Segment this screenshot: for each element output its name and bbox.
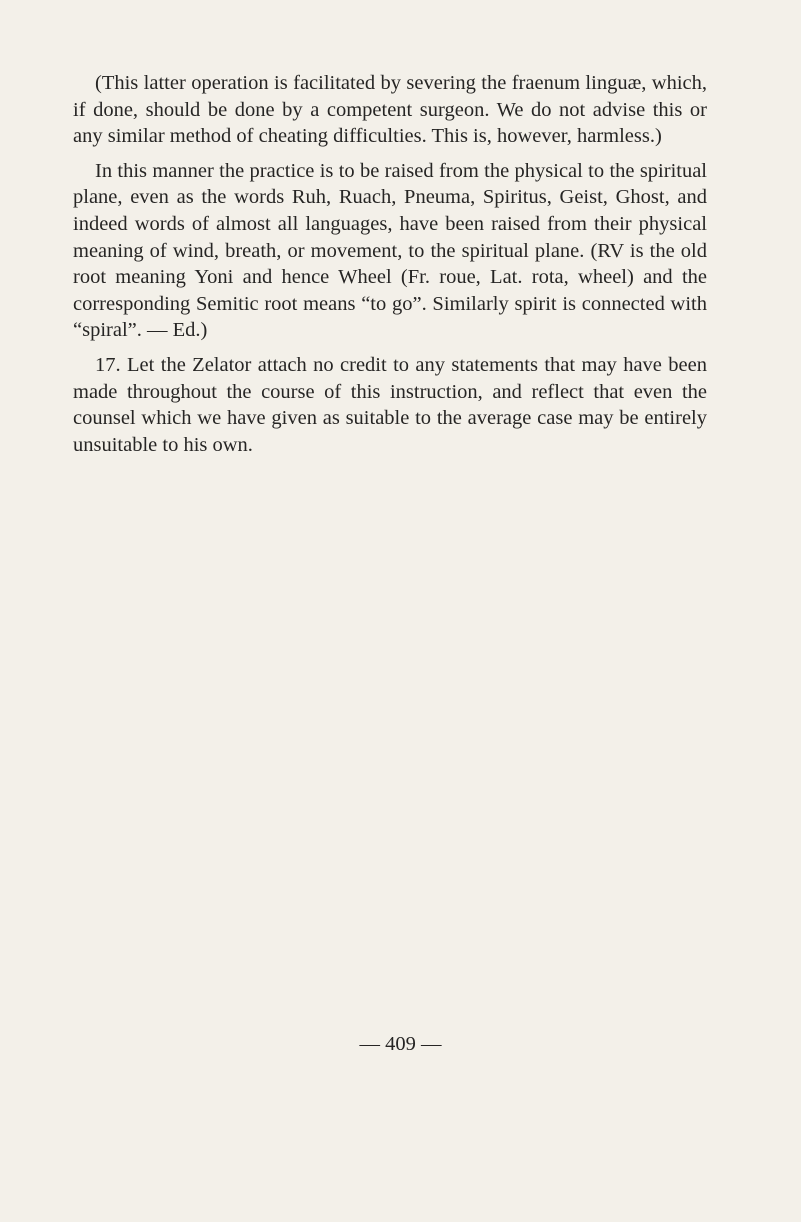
paragraph-spiritual-plane: In this manner the practice is to be raised from the physical to the spiritual plane, even as the words Ruh, Ruach, Pneuma, Spiritus, Geist, Ghost, and indeed words of almost all languages, have been raised from their physical meaning of wind, breath, or movement, to the spiritual plane. (RV is the old root meaning Yoni and hence Wheel (Fr. roue, Lat. rota, wheel) and the corresponding Semitic root means “to go”. Similarly spirit is connected with “spiral”. — Ed.)	[73, 159, 707, 342]
paragraph-fraenum: (This latter operation is facilitated by severing the fraenum linguæ, which, if done, should be done by a competent surgeon. We do not advise this or any similar method of cheating difficulties. This is, however, harmless.)	[73, 72, 707, 148]
page-number: — 409 —	[359, 1033, 442, 1055]
paragraph-17: 17. Let the Zelator attach no credit to any statements that may have been made throughout the course of this instruction, and reflect that even the counsel which we have given as suitable to the average case may be entirely unsuitable to his own.	[73, 353, 707, 456]
body-text	[73, 70, 707, 458]
